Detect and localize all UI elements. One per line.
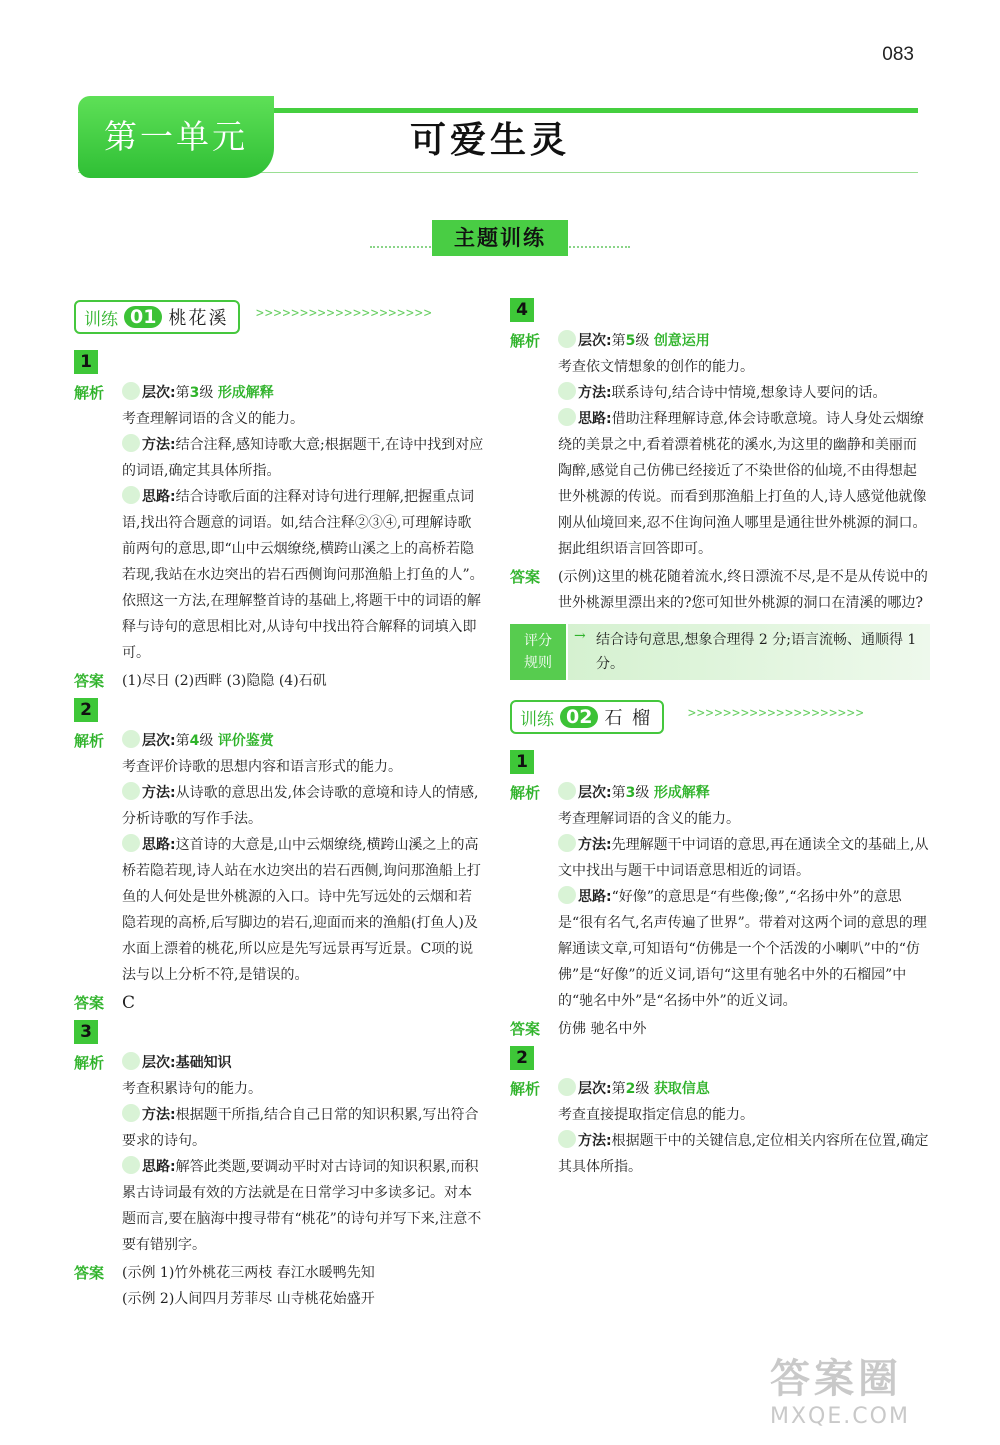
training-title: 桃花溪 — [168, 308, 229, 329]
level-pre: 第 — [175, 733, 190, 749]
method-label: 方法: — [578, 1133, 612, 1149]
level-post: 级 — [635, 785, 650, 801]
level-type: 评价鉴赏 — [217, 733, 274, 749]
question-number-1: 1 — [510, 750, 534, 774]
scoring-text: 结合诗句意思,想象合理得 2 分;语言流畅、通顺得 1 分。 — [568, 624, 930, 680]
analysis-tag: 解析 — [74, 1054, 105, 1072]
scoring-label-1: 评分 — [524, 633, 552, 649]
scoring-rules — [510, 624, 930, 680]
idea-text: 解答此类题,要调动平时对古诗词的知识积累,而积累古诗词最有效的方法就是在日常学习中多读多记。对本题而言,要在脑海中搜寻带有“桃花”的诗句并写下来,注意不要有错别字。 — [122, 1159, 482, 1253]
answer-tag: 答案 — [74, 994, 105, 1012]
answer-block-q1 — [74, 668, 484, 694]
ability-text: 考查直接提取指定信息的能力。 — [558, 1107, 754, 1123]
watermark-url: MXQE.COM — [770, 1404, 910, 1429]
training-number: 01 — [124, 306, 162, 328]
circle-1-icon — [122, 382, 140, 400]
unit-badge: 第一单元 — [78, 96, 274, 178]
question-number-3: 3 — [74, 1020, 98, 1044]
analysis-tag: 解析 — [510, 1080, 541, 1098]
circle-3-icon — [122, 486, 140, 504]
level-post: 级 — [635, 1081, 650, 1097]
idea-text: 借助注释理解诗意,体会诗歌意境。诗人身处云烟缭绕的美景之中,看着漂着桃花的溪水,为这里的幽静和美丽而陶醉,感觉自己仿佛已经接近了不染世俗的仙境,不由得想起世外桃源的传说。而看到那渔船上打鱼的人,诗人感觉他就像刚从仙境回来,忍不住询问渔人哪里是通往世外桃源的洞口。据此组织语言回答即可。 — [558, 411, 927, 557]
analysis-block-q3 — [74, 1050, 484, 1258]
method-text: 联系诗句,结合诗中情境,想象诗人要问的话。 — [611, 385, 887, 401]
idea-text: 这首诗的大意是,山中云烟缭绕,横跨山溪之上的高桥若隐若现,诗人站在水边突出的岩石西侧,询问那渔船上打鱼的人何处是世外桃源的入口。诗中先写远处的云烟和若隐若现的高桥,后写脚边的岩石,迎面而来的渔船(打鱼人)及水面上漂着的桃花,所以应是先写远景再写近景。C项的说法与以上分析不符,是错误的。 — [122, 837, 481, 983]
level-post: 级 — [199, 733, 214, 749]
level-type: 基础知识 — [175, 1055, 232, 1071]
idea-text: “好像”的意思是“有些像;像”,“名扬中外”的意思是“很有名气,名声传遍了世界”。带着对这两个词的意思的理解通读文章,可知语句“仿佛是一个个活泼的小喇叭”中的“仿佛”是“好像”的近义词,语句“这里有驰名中外的石榴园”中的“驰名中外”是“名扬中外”的近义词。 — [558, 889, 927, 1009]
page-number: 083 — [882, 44, 914, 65]
ability-text: 考查评价诗歌的思想内容和语言形式的能力。 — [122, 759, 402, 775]
answer-text: C — [122, 993, 136, 1013]
answer-tag: 答案 — [510, 1020, 541, 1038]
level-number: 4 — [189, 733, 200, 749]
level-type: 形成解释 — [217, 385, 274, 401]
level-pre: 第 — [611, 333, 626, 349]
level-pre: 第 — [175, 385, 190, 401]
level-label: 层次: — [578, 333, 612, 349]
training-01-header — [74, 298, 484, 332]
scoring-label-2: 规则 — [524, 655, 552, 671]
arrow-right-icon: → — [574, 628, 586, 644]
level-label: 层次: — [142, 385, 176, 401]
answer-text: 仿佛 驰名中外 — [558, 1021, 647, 1037]
level-type: 创意运用 — [653, 333, 710, 349]
left-column — [74, 298, 484, 1312]
level-pre: 第 — [611, 785, 626, 801]
method-label: 方法: — [578, 837, 612, 853]
theme-badge: 主题训练 — [432, 220, 568, 256]
answer-tag: 答案 — [510, 568, 541, 586]
idea-label: 思路: — [578, 889, 612, 905]
answer-block-q4 — [510, 564, 930, 616]
idea-label: 思路: — [578, 411, 612, 427]
idea-label: 思路: — [142, 837, 176, 853]
analysis-block-q2 — [74, 728, 484, 988]
training-label: 训练 — [84, 309, 118, 330]
answer-tag: 答案 — [74, 1264, 105, 1282]
analysis-block-q4 — [510, 328, 930, 562]
answer-text-2: (示例 2)人间四月芳菲尽 山寺桃花始盛开 — [122, 1291, 375, 1307]
analysis-tag: 解析 — [74, 384, 105, 402]
method-text: 从诗歌的意思出发,体会诗歌的意境和诗人的情感,分析诗歌的写作手法。 — [122, 785, 479, 827]
training-02-box — [510, 700, 664, 734]
circle-2-icon — [122, 782, 140, 800]
level-number: 3 — [189, 385, 200, 401]
level-pre: 第 — [611, 1081, 626, 1097]
idea-text: 结合诗歌后面的注释对诗句进行理解,把握重点词语,找出符合题意的词语。如,结合注释②③④,可理解诗歌前两句的意思,即“山中云烟缭绕,横跨山溪之上的高桥若隐若现,我站在水边突出的岩石西侧询问那渔船上打鱼的人”。依照这一方法,在理解整首诗的基础上,将题干中的词语的解释与诗句的意思相比对,从诗句中找出符合解释的词填入即可。 — [122, 489, 484, 661]
circle-2-icon — [122, 1104, 140, 1122]
level-number: 5 — [625, 333, 636, 349]
level-label: 层次: — [578, 785, 612, 801]
question-number-2: 2 — [510, 1046, 534, 1070]
level-type: 获取信息 — [653, 1081, 710, 1097]
level-post: 级 — [635, 333, 650, 349]
circle-3-icon — [122, 1156, 140, 1174]
level-type: 形成解释 — [653, 785, 710, 801]
ability-text: 考查依文情想象的创作的能力。 — [558, 359, 754, 375]
circle-1-icon — [122, 730, 140, 748]
method-text: 先理解题干中词语的意思,再在通读全文的基础上,从文中找出与题干中词语意思相近的词语。 — [558, 837, 929, 879]
circle-1-icon — [558, 1078, 576, 1096]
method-label: 方法: — [142, 437, 176, 453]
level-label: 层次: — [142, 733, 176, 749]
circle-1-icon — [558, 330, 576, 348]
method-label: 方法: — [578, 385, 612, 401]
level-number: 3 — [625, 785, 636, 801]
method-text: 根据题干所指,结合自己日常的知识积累,写出符合要求的诗句。 — [122, 1107, 479, 1149]
analysis-tag: 解析 — [510, 784, 541, 802]
answer-text-1: (示例 1)竹外桃花三两枝 春江水暖鸭先知 — [122, 1265, 375, 1281]
training-label: 训练 — [520, 709, 554, 730]
answer-block-q2 — [74, 990, 484, 1016]
ability-text: 考查理解词语的含义的能力。 — [122, 411, 304, 427]
idea-label: 思路: — [142, 489, 176, 505]
level-number: 2 — [625, 1081, 636, 1097]
scoring-label-box — [510, 624, 566, 680]
method-text: 结合注释,感知诗歌大意;根据题干,在诗中找到对应的词语,确定其具体所指。 — [122, 437, 484, 479]
circle-3-icon — [122, 834, 140, 852]
arrow-decoration: >>>>>>>>>>>>>>>>>>>> — [688, 706, 865, 721]
circle-2-icon — [558, 834, 576, 852]
analysis-tag: 解析 — [74, 732, 105, 750]
unit-title: 可爱生灵 — [409, 120, 570, 161]
ability-text: 考查积累诗句的能力。 — [122, 1081, 262, 1097]
training-01-box — [74, 300, 240, 334]
question-number-4: 4 — [510, 298, 534, 322]
analysis-block-t2q1 — [510, 780, 930, 1014]
analysis-block-t2q2 — [510, 1076, 930, 1180]
answer-block-t2q1 — [510, 1016, 930, 1042]
circle-1-icon — [122, 1052, 140, 1070]
circle-3-icon — [558, 886, 576, 904]
question-number-2: 2 — [74, 698, 98, 722]
answer-tag: 答案 — [74, 672, 105, 690]
theme-heading — [370, 220, 630, 260]
method-label: 方法: — [142, 785, 176, 801]
training-title: 石 榴 — [604, 708, 653, 729]
analysis-tag: 解析 — [510, 332, 541, 350]
circle-2-icon — [122, 434, 140, 452]
answer-block-q3 — [74, 1260, 484, 1312]
circle-2-icon — [558, 382, 576, 400]
question-number-1: 1 — [74, 350, 98, 374]
arrow-decoration: >>>>>>>>>>>>>>>>>>>> — [256, 306, 433, 321]
level-label: 层次: — [142, 1055, 176, 1071]
right-column — [510, 298, 930, 1180]
circle-3-icon — [558, 408, 576, 426]
answer-text: (示例)这里的桃花随着流水,终日漂流不尽,是不是从传说中的世外桃源里漂出来的?您可知世外桃源的洞口在清溪的哪边? — [558, 569, 928, 611]
level-post: 级 — [199, 385, 214, 401]
watermark-logo: 答案圈 — [770, 1356, 902, 1402]
level-label: 层次: — [578, 1081, 612, 1097]
training-02-header — [510, 698, 930, 732]
idea-label: 思路: — [142, 1159, 176, 1175]
method-text: 根据题干中的关键信息,定位相关内容所在位置,确定其具体所指。 — [558, 1133, 929, 1175]
answer-text: (1)尽日 (2)西畔 (3)隐隐 (4)石矶 — [122, 673, 327, 689]
circle-2-icon — [558, 1130, 576, 1148]
method-label: 方法: — [142, 1107, 176, 1123]
training-number: 02 — [560, 706, 598, 728]
watermark — [770, 1347, 970, 1431]
analysis-block-q1 — [74, 380, 484, 666]
ability-text: 考查理解词语的含义的能力。 — [558, 811, 740, 827]
circle-1-icon — [558, 782, 576, 800]
